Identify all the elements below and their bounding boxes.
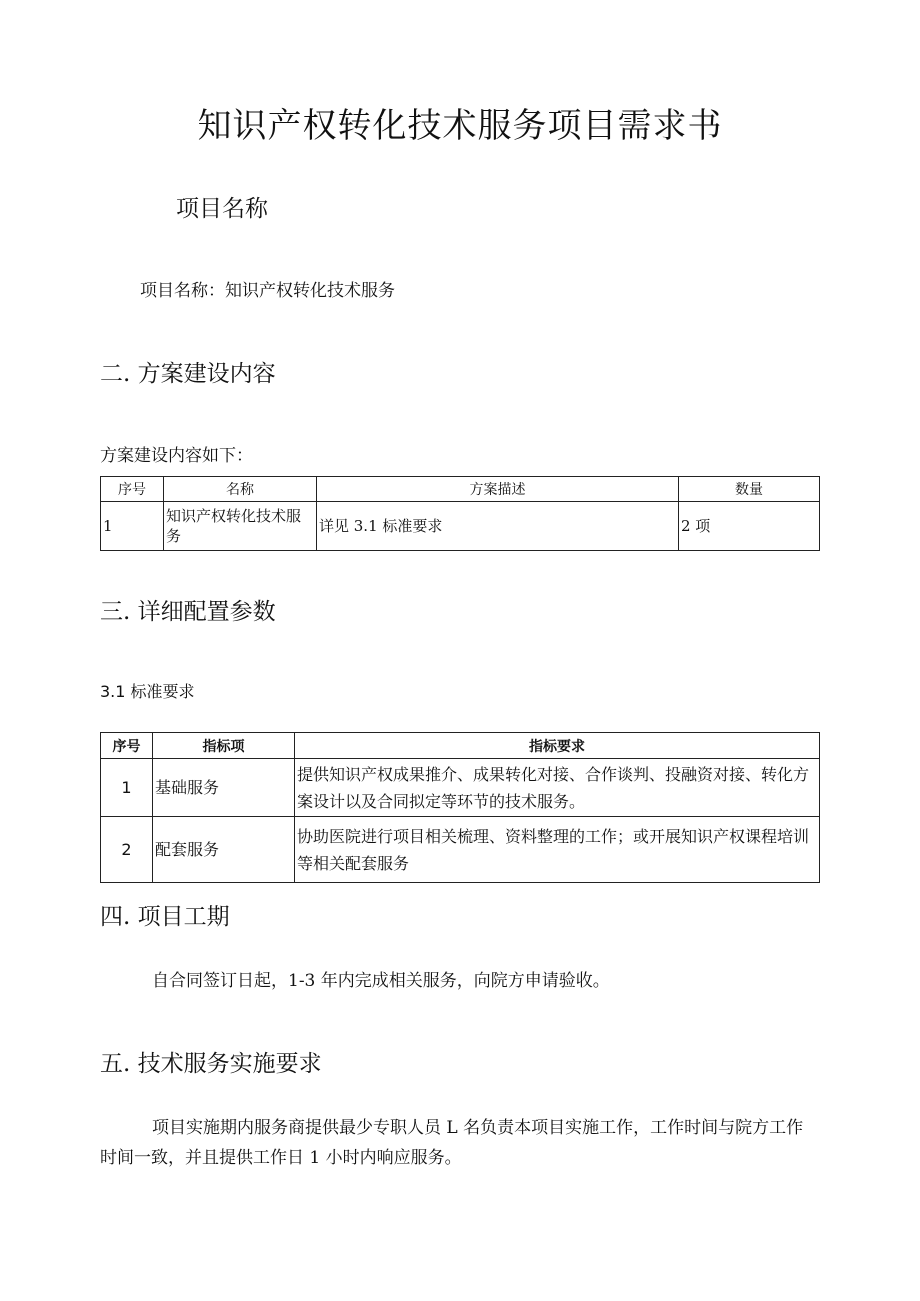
spec-col-item: 指标项 <box>153 733 295 759</box>
spec-cell-no: 2 <box>101 817 153 883</box>
spec-cell-req: 提供知识产权成果推介、成果转化对接、合作谈判、投融资对接、转化方案设计以及合同拟定等环节的技术服务。 <box>295 759 820 817</box>
spec-cell-item: 配套服务 <box>153 817 295 883</box>
section-plan-heading: 二. 方案建设内容 <box>100 361 276 387</box>
table-row <box>101 817 820 883</box>
spec-table <box>100 732 820 883</box>
document-title: 知识产权转化技术服务项目需求书 <box>197 106 723 146</box>
plan-table <box>100 476 820 551</box>
project-name-text: 项目名称：知识产权转化技术服务 <box>140 281 395 301</box>
spec-col-no: 序号 <box>101 733 153 759</box>
plan-col-no: 序号 <box>101 477 164 502</box>
implementation-text: 项目实施期内服务商提供最少专职人员 L 名负责本项目实施工作，工作时间与院方工作时间一致，并且提供工作日 1 小时内响应服务。 <box>100 1118 804 1168</box>
plan-cell-name: 知识产权转化技术服务 <box>164 502 317 551</box>
spec-subheading: 3.1 标准要求 <box>100 682 195 701</box>
spec-cell-req: 协助医院进行项目相关梳理、资料整理的工作；或开展知识产权课程培训等相关配套服务 <box>295 817 820 883</box>
section-schedule-heading: 四. 项目工期 <box>100 904 230 930</box>
spec-cell-item: 基础服务 <box>153 759 295 817</box>
plan-col-desc: 方案描述 <box>317 477 679 502</box>
schedule-text: 自合同签订日起，1-3 年内完成相关服务，向院方申请验收。 <box>152 971 610 991</box>
table-row <box>101 759 820 817</box>
plan-cell-qty: 2 项 <box>679 502 820 551</box>
section-spec-heading: 三. 详细配置参数 <box>100 599 276 625</box>
spec-cell-no: 1 <box>101 759 153 817</box>
plan-cell-desc: 详见 3.1 标准要求 <box>317 502 679 551</box>
plan-table-header-row <box>101 477 820 502</box>
plan-col-qty: 数量 <box>679 477 820 502</box>
plan-col-name: 名称 <box>164 477 317 502</box>
spec-col-req: 指标要求 <box>295 733 820 759</box>
spec-table-header-row <box>101 733 820 759</box>
plan-cell-no: 1 <box>101 502 164 551</box>
section-project-name-heading: 项目名称 <box>176 196 268 222</box>
table-row <box>101 502 820 551</box>
section-implementation-heading: 五. 技术服务实施要求 <box>100 1051 322 1077</box>
plan-intro-text: 方案建设内容如下： <box>100 446 253 466</box>
